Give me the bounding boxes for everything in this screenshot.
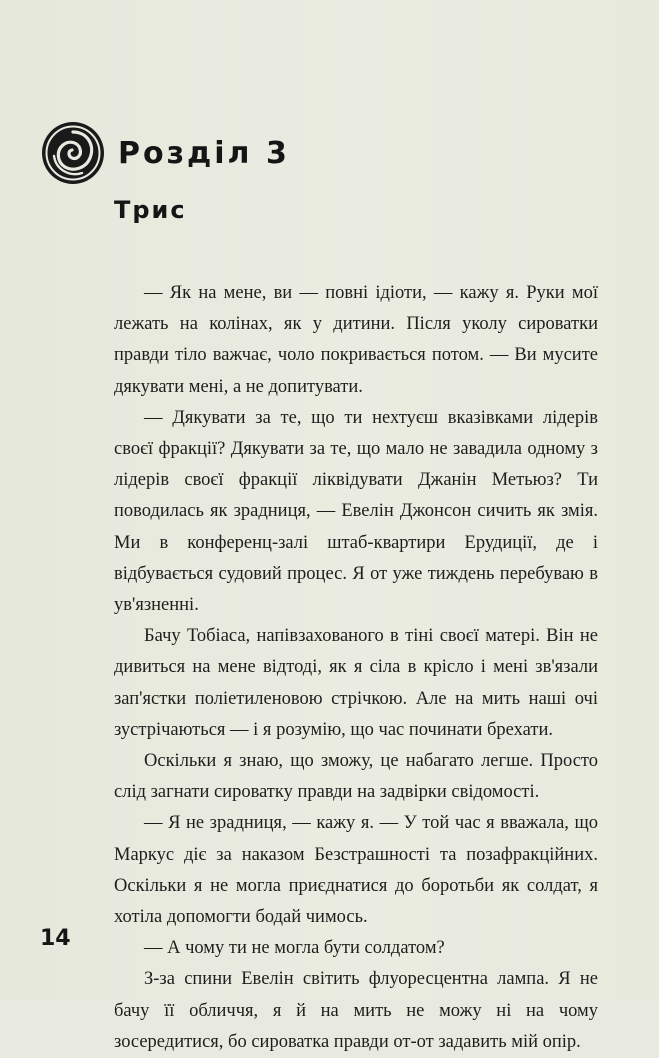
paragraph: Бачу Тобіаса, напівзахованого в тіні своєї матері. Він не дивиться на мене відтоді, як я сіла в крісло і мені зв'язали зап'ястки поліетиленовою стрічкою. Але на мить наші очі зустрічаються — і я розумію, що час починати брехати.: [114, 626, 598, 740]
chapter-title: Розділ 3: [118, 135, 290, 171]
swirl-emblem-icon: [40, 120, 106, 186]
chapter-header: [40, 118, 290, 188]
chapter-character-name: Трис: [114, 196, 187, 224]
paragraph: — Як на мене, ви — повні ідіоти, — кажу я. Руки мої лежать на колінах, як у дитини. Після уколу сироватки правди тіло важчає, чоло покривається потом. — Ви мусите дякувати мені, а не допитувати.: [114, 283, 598, 397]
paragraph: — Дякувати за те, що ти нехтуєш вказівками лідерів своєї фракції? Дякувати за те, що мало не завадила одному з лідерів своєї фракції ліквідувати Джанін Метьюз? Ти поводилась як зрадниця, — Евелін Джонсон сичить як змія. Ми в конференц-залі штаб-квартири Ерудиції, де і відбувається судовий процес. Я от уже тиждень перебуваю в ув'язненні.: [114, 407, 598, 616]
paragraph: — Я не зрадниця, — кажу я. — У той час я вважала, що Маркус діє за наказом Безстрашності та позафракційних. Оскільки я не могла приєднатися до боротьби як солдат, я хотіла допомогти бодай чимось.: [114, 813, 598, 928]
page-number: 14: [40, 926, 71, 951]
paragraph: З-за спини Евелін світить флуоресцентна лампа. Я не бачу її обличчя, я й на мить не можу ні на чому зосередитися, бо сироватка правди от-от задавить мій опір.: [114, 969, 598, 1052]
chapter-body-text: [114, 278, 598, 1058]
paragraph: Оскільки я знаю, що зможу, це набагато легше. Просто слід загнати сироватку правди на задвірки свідомості.: [114, 751, 598, 803]
paragraph: — А чому ти не могла бути солдатом?: [144, 938, 445, 959]
